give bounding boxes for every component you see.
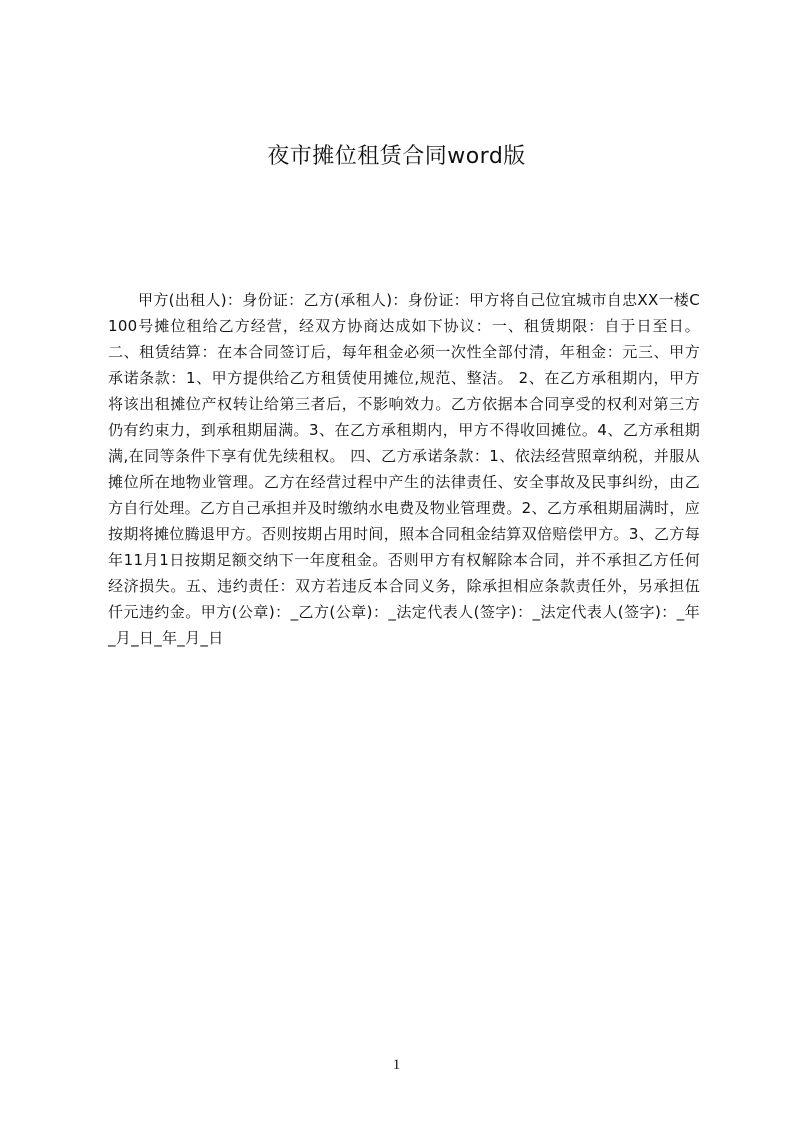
page-number: 1 [392,1057,401,1073]
contract-body-text: 甲方(出租人)：身份证：乙方(承租人)：身份证：甲方将自己位宜城市自忠XX一楼C100号摊位租给乙方经营，经双方协商达成如下协议：一、租赁期限：自于日至日。二、租赁结算：在本合同签订后，每年租金必须一次性全部付清，年租金：元三、甲方承诺条款：1、甲方提供给乙方租赁使用摊位,规范、整洁。 2、在乙方承租期内，甲方将该出租摊位产权转让给第三者后，不影响效力。乙方依据本合同享受的权利对第三方仍有约束力，到承租期届满。3、在乙方承租期内，甲方不得收回摊位。4、乙方承租期满,在同等条件下享有优先续租权。 四、乙方承诺条款：1、依法经营照章纳税，并服从摊位所在地物业管理。乙方在经营过程中产生的法律责任、安全事故及民事纠纷，由乙方自行处理。乙方自己承担并及时缴纳水电费及物业管理费。2、乙方承租期届满时，应按期将摊位腾退甲方。否则按期占用时间，照本合同租金结算双倍赔偿甲方。3、乙方每年11月1日按期足额交纳下一年度租金。否则甲方有权解除本合同，并不承担乙方任何经济损失。五、违约责任：双方若违反本合同义务，除承担相应条款责任外，另承担伍仟元违约金。甲方(公章)：_乙方(公章)：_法定代表人(签字)：_法定代表人(签字)：_年_月_日_年_月_日 [108,291,700,647]
contract-body [108,287,700,651]
document-title: 夜市摊位租赁合同word版 [267,144,526,169]
